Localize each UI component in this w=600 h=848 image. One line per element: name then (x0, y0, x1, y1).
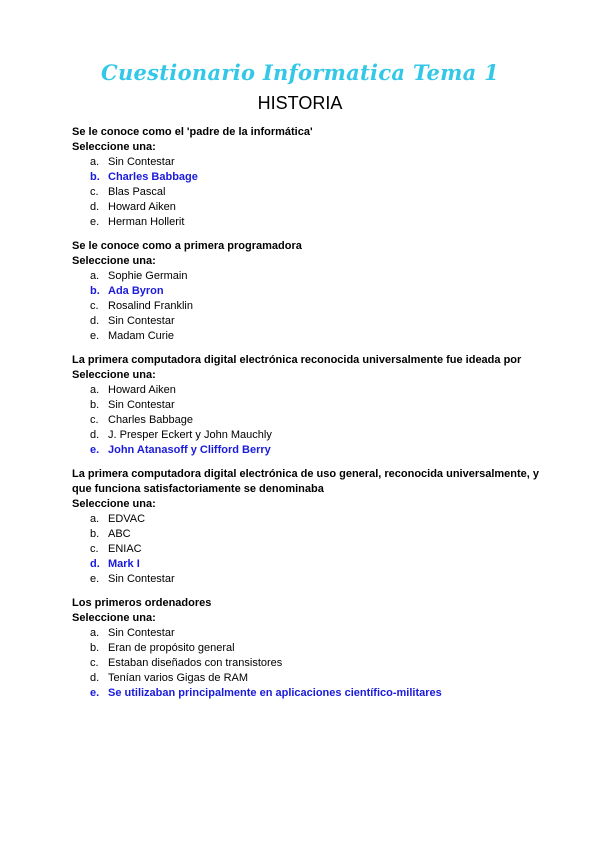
option-letter: d. (90, 315, 100, 327)
option-text: Eran de propósito general (108, 642, 235, 654)
answer-option-d[interactable] (72, 200, 542, 215)
option-letter: e. (90, 330, 100, 342)
option-text: Ada Byron (108, 285, 164, 297)
answer-option-c[interactable] (72, 413, 542, 428)
option-text: Mark I (108, 558, 140, 570)
answer-option-b[interactable] (72, 170, 542, 185)
option-letter: e. (90, 573, 100, 585)
answer-option-a[interactable] (72, 383, 542, 398)
option-letter: e. (90, 216, 100, 228)
option-text: EDVAC (108, 513, 146, 525)
answer-option-a[interactable] (72, 155, 542, 170)
answer-option-a[interactable] (72, 269, 542, 284)
option-text: Blas Pascal (108, 186, 166, 198)
question-2 (72, 239, 542, 344)
option-text: Estaban diseñados con transistores (108, 657, 283, 669)
answer-option-e[interactable] (72, 215, 542, 230)
option-text: Tenían varios Gigas de RAM (108, 672, 249, 684)
option-letter: b. (90, 285, 100, 297)
answer-options (72, 383, 542, 458)
answer-option-c[interactable] (72, 299, 542, 314)
select-prompt: Seleccione una: (72, 255, 156, 267)
option-letter: c. (90, 300, 99, 312)
answer-options (72, 269, 542, 344)
option-letter: b. (90, 171, 100, 183)
question-1 (72, 125, 542, 230)
option-letter: e. (90, 444, 100, 456)
option-letter: a. (90, 513, 100, 525)
option-letter: d. (90, 201, 100, 213)
option-text: Rosalind Franklin (108, 300, 193, 312)
answer-option-d[interactable] (72, 428, 542, 443)
question-text: La primera computadora digital electrónica de uso general, reconocida universalmente, y que funciona satisfactoriamente se denominaba (72, 468, 540, 495)
option-letter: b. (90, 528, 100, 540)
answer-option-d[interactable] (72, 314, 542, 329)
answer-option-c[interactable] (72, 185, 542, 200)
option-text: Se utilizaban principalmente en aplicaciones científico-militares (108, 687, 442, 699)
option-text: Howard Aiken (108, 201, 176, 213)
option-text: Charles Babbage (108, 414, 194, 426)
option-letter: c. (90, 414, 99, 426)
answer-option-e[interactable] (72, 443, 542, 458)
option-text: Howard Aiken (108, 384, 176, 396)
answer-option-e[interactable] (72, 572, 542, 587)
answer-option-a[interactable] (72, 512, 542, 527)
answer-option-c[interactable] (72, 656, 542, 671)
question-text: Se le conoce como el 'padre de la informática' (72, 126, 313, 138)
option-text: Sin Contestar (108, 399, 175, 411)
option-text: Sin Contestar (108, 156, 175, 168)
option-text: Sin Contestar (108, 315, 175, 327)
answer-option-e[interactable] (72, 686, 542, 701)
option-letter: a. (90, 270, 100, 282)
option-text: ABC (108, 528, 131, 540)
option-letter: a. (90, 156, 100, 168)
select-prompt: Seleccione una: (72, 369, 156, 381)
select-prompt: Seleccione una: (72, 498, 156, 510)
option-letter: d. (90, 558, 100, 570)
option-letter: d. (90, 672, 100, 684)
option-letter: d. (90, 429, 100, 441)
answer-option-b[interactable] (72, 527, 542, 542)
question-text: Los primeros ordenadores (72, 597, 212, 609)
document-title: Cuestionario Informatica Tema 1 (100, 60, 500, 85)
answer-options (72, 155, 542, 230)
option-letter: a. (90, 384, 100, 396)
option-letter: b. (90, 399, 100, 411)
option-text: ENIAC (108, 543, 142, 555)
question-3 (72, 353, 542, 458)
option-letter: a. (90, 627, 100, 639)
option-text: Charles Babbage (108, 171, 198, 183)
option-text: John Atanasoff y Clifford Berry (108, 444, 271, 456)
section-title: HISTORIA (257, 93, 343, 113)
option-letter: c. (90, 543, 99, 555)
option-letter: e. (90, 687, 100, 699)
option-letter: c. (90, 657, 99, 669)
option-text: Sophie Germain (108, 270, 188, 282)
option-text: Sin Contestar (108, 627, 175, 639)
answer-option-b[interactable] (72, 398, 542, 413)
option-letter: c. (90, 186, 99, 198)
question-text: La primera computadora digital electrónica reconocida universalmente fue ideada por (72, 354, 522, 366)
option-text: J. Presper Eckert y John Mauchly (108, 429, 272, 441)
select-prompt: Seleccione una: (72, 612, 156, 624)
answer-option-d[interactable] (72, 557, 542, 572)
answer-option-d[interactable] (72, 671, 542, 686)
answer-option-b[interactable] (72, 641, 542, 656)
answer-option-a[interactable] (72, 626, 542, 641)
answer-options (72, 512, 542, 587)
question-4 (72, 467, 542, 587)
question-5 (72, 596, 542, 701)
answer-option-e[interactable] (72, 329, 542, 344)
select-prompt: Seleccione una: (72, 141, 156, 153)
answer-option-b[interactable] (72, 284, 542, 299)
answer-option-c[interactable] (72, 542, 542, 557)
option-text: Sin Contestar (108, 573, 175, 585)
question-text: Se le conoce como a primera programadora (72, 240, 302, 252)
answer-options (72, 626, 542, 701)
question-list (72, 125, 542, 710)
option-text: Madam Curie (108, 330, 175, 342)
option-letter: b. (90, 642, 100, 654)
option-text: Herman Hollerit (108, 216, 185, 228)
